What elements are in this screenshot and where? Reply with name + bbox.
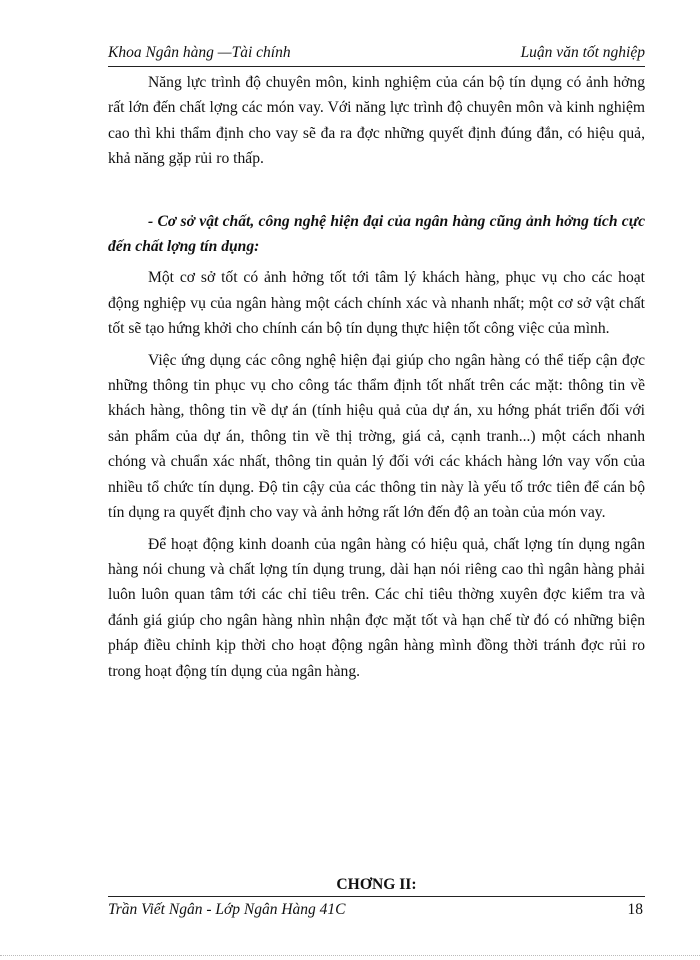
footer-author: Trần Viết Ngân - Lớp Ngân Hàng 41C: [108, 901, 346, 918]
page-bottom-divider: [0, 955, 700, 956]
section-heading-facilities: - Cơ sở vật chất, công nghệ hiện đại của ngân hàng cũng ảnh hởng tích cực đến chất lợng tín dụng:: [108, 212, 645, 256]
paragraph-staff-competence: Năng lực trình độ chuyên môn, kinh nghiệm của cán bộ tín dụng có ảnh hởng rất lớn đến chất lợng các món vay. Với năng lực trình độ chuyên môn và kinh nghiệm cao thì khi thẩm định cho vay sẽ đa ra đợc những quyết định đúng đắn, có hiệu quả, khả năng gặp rủi ro thấp.: [108, 74, 645, 168]
page-header: [108, 44, 645, 67]
page-body: [108, 70, 645, 684]
paragraph-conclusion: Để hoạt động kinh doanh của ngân hàng có hiệu quả, chất lợng tín dụng ngân hàng nói chung và chất lợng tín dụng trung, dài hạn nói riêng cao thì ngân hàng phải luôn luôn quan tâm tới các chỉ tiêu trên. Các chỉ tiêu thờng xuyên đợc kiểm tra và đánh giá giúp cho ngân hàng nhìn nhận đợc mặt tốt và hạn chế từ đó có những biện pháp điều chỉnh kịp thời cho hoạt động ngân hàng mình đồng thời tránh đợc rủi ro trong hoạt động tín dụng của ngân hàng.: [108, 535, 645, 680]
page-footer: [108, 896, 645, 923]
paragraph-facilities: Một cơ sở tốt có ảnh hởng tốt tới tâm lý khách hàng, phục vụ cho các hoạt động nghiệp vụ của ngân hàng một cách chính xác và nhanh nhất; một cơ sở vật chất tốt sẽ tạo hứng khởi cho chính cán bộ tín dụng thực hiện tốt công việc của mình.: [108, 269, 645, 338]
page-number: 18: [627, 901, 643, 918]
header-document-type: Luận văn tốt nghiệp: [520, 44, 645, 61]
header-faculty: Khoa Ngân hàng —Tài chính: [108, 44, 291, 61]
chapter-title: CHƠNG II:: [336, 876, 417, 893]
paragraph-technology: Việc ứng dụng các công nghệ hiện đại giúp cho ngân hàng có thể tiếp cận đợc những thông tin phục vụ cho công tác thẩm định tốt nhất trên các mặt: thông tin về khách hàng, thông tin về dự án (tính hiệu quả của dự án, xu hớng phát triển đối với sản phẩm của dự án, thông tin về thị trờng, giá cả, cạnh tranh...) một cách nhanh chóng và chuẩn xác nhất, thông tin quản lý đối với các khách hàng lớn vay vốn của nhiều tổ chức tín dụng. Độ tin cậy của các thông tin này là yếu tố trớc tiên để cán bộ tín dụng ra quyết định cho vay và ảnh hởng rất lớn đến độ an toàn của món vay.: [108, 351, 645, 522]
